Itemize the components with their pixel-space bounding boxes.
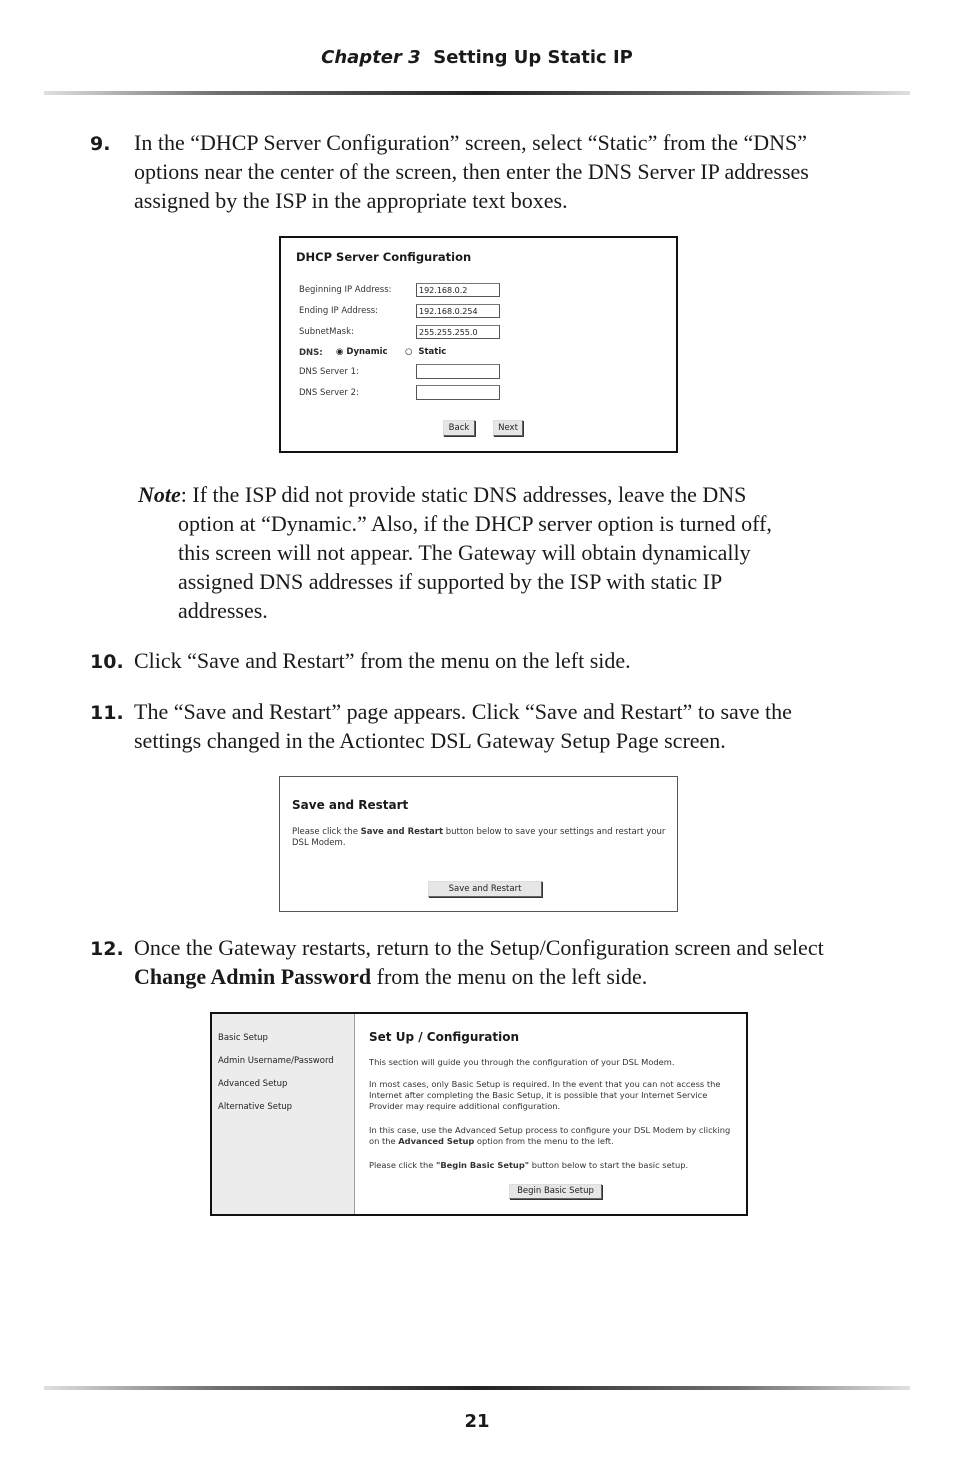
text-before: Once the Gateway restarts, return to the Setup/Configuration screen and select — [134, 935, 824, 960]
radio-selected-icon: ◉ — [336, 347, 344, 357]
step-number: 10. — [90, 651, 124, 673]
step-12 — [90, 933, 860, 991]
text-after: from the menu on the left side. — [371, 964, 648, 989]
ending-ip-label: Ending IP Address: — [299, 306, 379, 316]
step-text: In the “DHCP Server Configuration” screen, select “Static” from the “DNS” options near the center of the screen, then enter the DNS Server IP addresses assigned by the ISP in the appropriate text boxes. — [134, 130, 809, 213]
page-number: 21 — [464, 1411, 490, 1432]
step-text — [134, 933, 860, 991]
footer-rule — [44, 1386, 910, 1390]
step-9 — [90, 128, 860, 215]
step-text: The “Save and Restart” page appears. Click “Save and Restart” to save the settings changed in the Actiontec DSL Gateway Setup Page screen. — [134, 699, 792, 753]
back-button[interactable]: Back — [443, 420, 475, 436]
note-label: Note — [138, 482, 181, 507]
dns-server-2-label: DNS Server 2: — [299, 388, 359, 398]
sidebar-menu — [212, 1014, 355, 1214]
text-before: In this case, use the Advanced Setup process to configure your DSL Modem by clicking on the — [369, 1125, 731, 1146]
save-and-restart-screenshot — [279, 776, 678, 912]
sidebar-item-alternative-setup[interactable]: Alternative Setup — [218, 1102, 293, 1112]
note — [138, 480, 788, 625]
text-after: button below to save your settings and restart your DSL Modem. — [292, 827, 666, 848]
step-11 — [90, 697, 860, 755]
chapter-label: Chapter 3 — [321, 47, 421, 68]
text-before: Please click the — [369, 1160, 436, 1170]
save-and-restart-button[interactable]: Save and Restart — [428, 881, 542, 897]
next-button[interactable]: Next — [493, 420, 523, 436]
running-header — [0, 47, 954, 68]
screen-title: DHCP Server Configuration — [296, 250, 472, 264]
step-number: 11. — [90, 702, 124, 724]
dns-label: DNS: — [299, 348, 323, 358]
screen-title: Save and Restart — [292, 798, 409, 812]
subnet-mask-input[interactable]: 255.255.255.0 — [416, 325, 500, 339]
text-bold: Save and Restart — [360, 827, 444, 837]
paragraph-4 — [369, 1160, 741, 1171]
dns-server-1-label: DNS Server 1: — [299, 367, 359, 377]
begin-basic-setup-button[interactable]: Begin Basic Setup — [509, 1184, 602, 1199]
subnet-mask-label: SubnetMask: — [299, 327, 354, 337]
paragraph-1: This section will guide you through the configuration of your DSL Modem. — [369, 1057, 675, 1067]
screen-title: Set Up / Configuration — [369, 1030, 520, 1044]
screen-instructions — [292, 827, 672, 849]
dns-server-1-input[interactable] — [416, 364, 500, 379]
sidebar-item-basic-setup[interactable]: Basic Setup — [218, 1033, 268, 1043]
header-rule — [44, 91, 910, 95]
text-after: option from the menu to the left. — [474, 1136, 614, 1146]
text-bold: "Begin Basic Setup" — [436, 1160, 530, 1170]
text-after: button below to start the basic setup. — [529, 1160, 689, 1170]
step-10 — [90, 646, 860, 675]
beginning-ip-input[interactable]: 192.168.0.2 — [416, 283, 500, 297]
paragraph-3 — [369, 1125, 741, 1147]
dns-static-radio[interactable] — [405, 347, 446, 357]
step-number: 12. — [90, 938, 124, 960]
sidebar-item-admin-username-password[interactable]: Admin Username/Password — [218, 1056, 334, 1066]
radio-unselected-icon: ○ — [405, 347, 413, 357]
chapter-title: Setting Up Static IP — [433, 47, 633, 68]
text-bold: Advanced Setup — [398, 1136, 475, 1146]
step-text: Click “Save and Restart” from the menu on the left side. — [134, 648, 631, 673]
ending-ip-input[interactable]: 192.168.0.254 — [416, 304, 500, 318]
paragraph-2: In most cases, only Basic Setup is required. In the event that you can not access the Internet after completing the Basic Setup, it is possible that your Internet Service Provider may require additional configuration. — [369, 1079, 721, 1111]
setup-configuration-screenshot — [210, 1012, 748, 1216]
text-before: Please click the — [292, 827, 361, 837]
dhcp-server-configuration-screenshot — [279, 236, 678, 453]
dns-server-2-input[interactable] — [416, 385, 500, 400]
beginning-ip-label: Beginning IP Address: — [299, 285, 392, 295]
note-text: : If the ISP did not provide static DNS addresses, leave the DNS option at “Dynamic.” Also, if the DHCP server option is turned off, this screen will not appear. The Gateway will obtain dynamically assigned DNS addresses if supported by the ISP with static IP addresses. — [178, 482, 772, 623]
dns-dynamic-radio[interactable] — [336, 347, 388, 357]
text-bold: Change Admin Password — [134, 964, 372, 989]
step-number: 9. — [90, 133, 111, 155]
dns-static-label: Static — [418, 347, 447, 357]
sidebar-item-advanced-setup[interactable]: Advanced Setup — [218, 1079, 288, 1089]
dns-dynamic-label: Dynamic — [346, 347, 388, 357]
